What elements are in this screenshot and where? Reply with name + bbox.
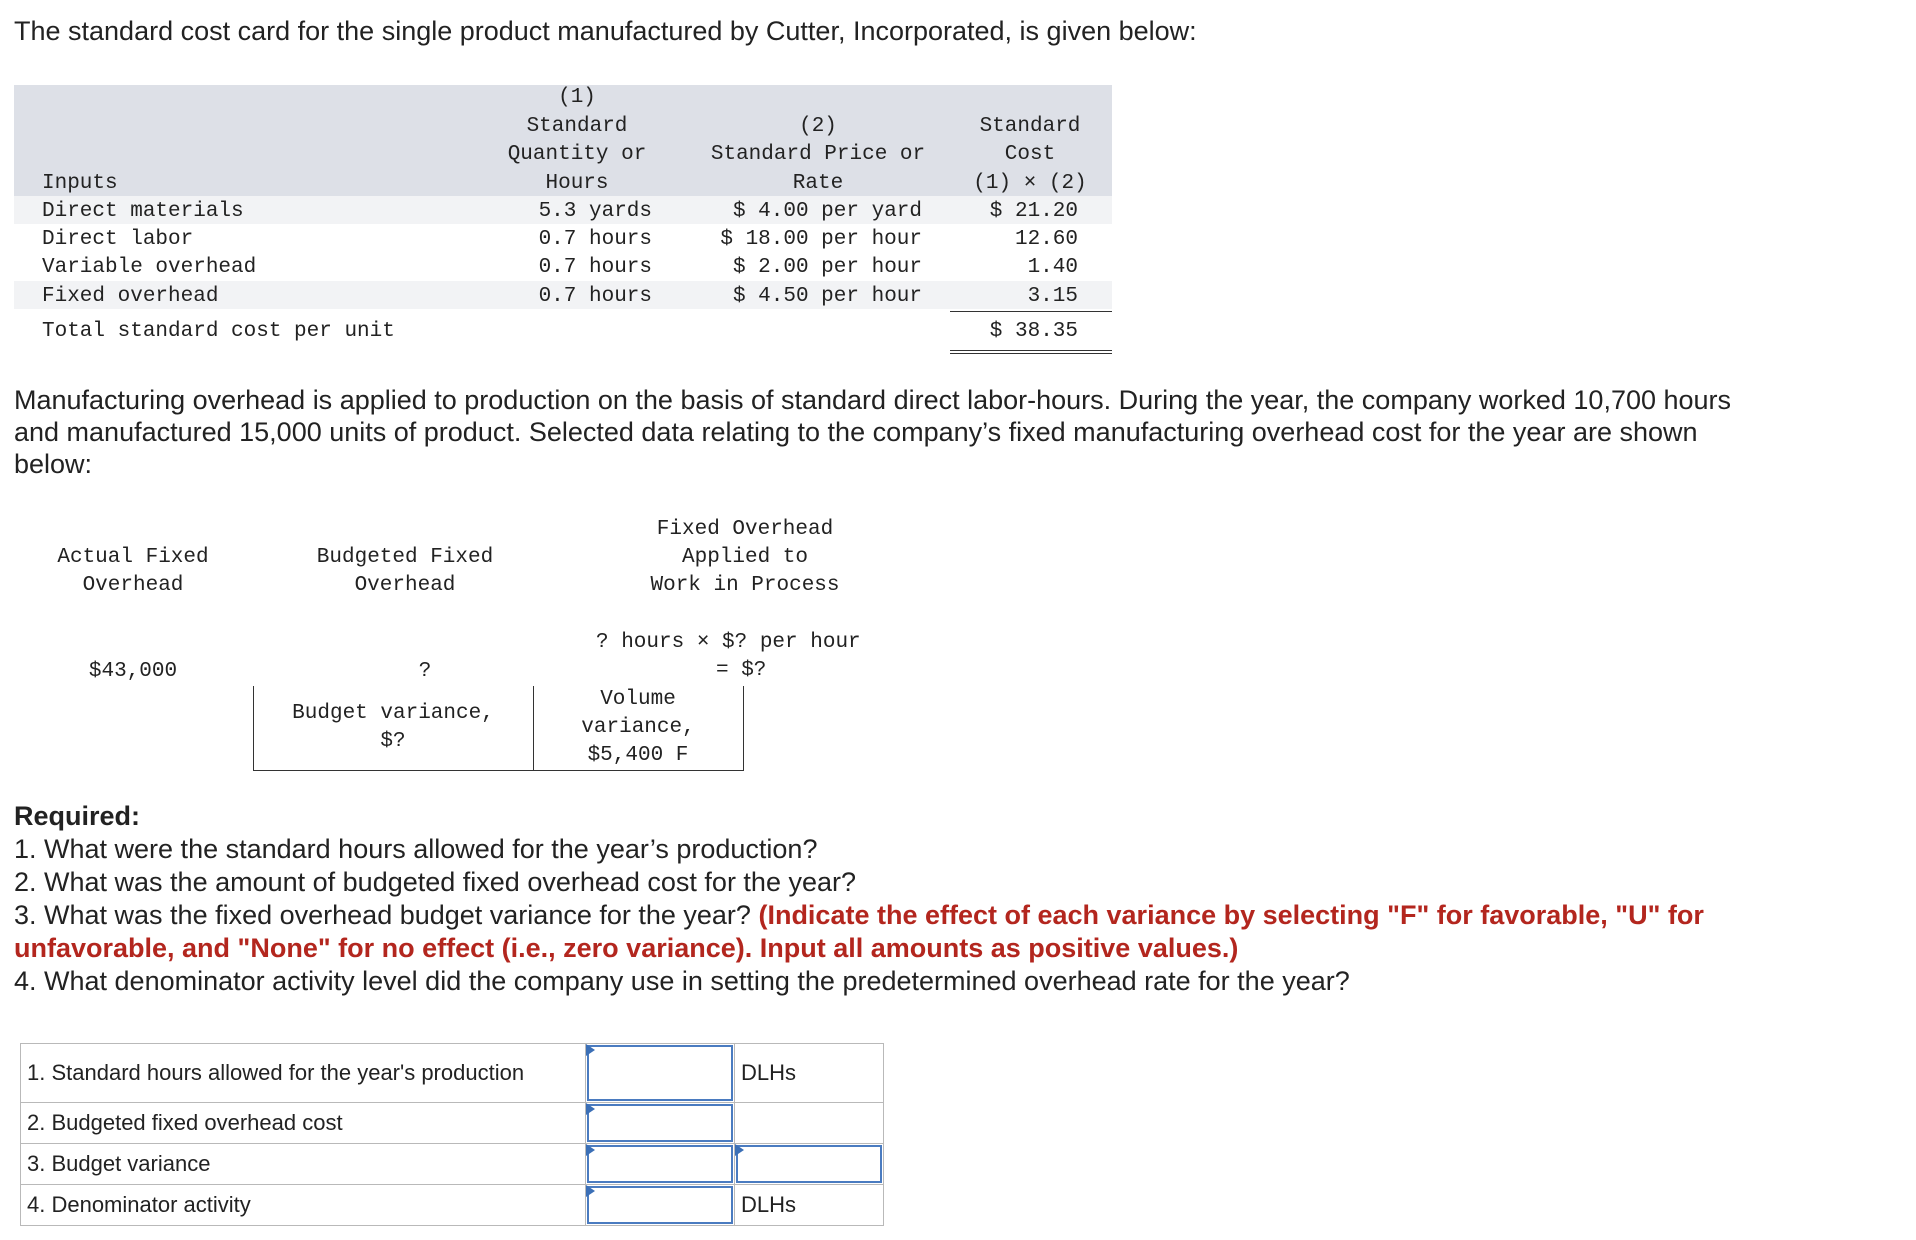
- row-direct-materials-input: Direct materials: [42, 200, 244, 223]
- budget-variance-input-cell[interactable]: [586, 1144, 735, 1185]
- volume-variance-line1: Volume: [600, 688, 676, 711]
- total-double-rule-bottom: [950, 353, 1112, 354]
- budgeted-header-line1: Budgeted Fixed: [316, 546, 494, 569]
- answer-label: 3. Budget variance: [21, 1144, 586, 1185]
- applied-header-line2: Applied to: [681, 546, 809, 569]
- total-label: Total standard cost per unit: [42, 320, 395, 343]
- applied-header-line3: Work in Process: [650, 574, 840, 597]
- intro-text: The standard cost card for the single product manufactured by Cutter, Incorporated, is given below:: [14, 16, 1197, 46]
- answer-row-budget-variance: [21, 1144, 884, 1185]
- answer-unit: DLHs: [735, 1185, 884, 1226]
- header-qty-line4: Hours: [545, 172, 609, 195]
- answer-table: [20, 1043, 884, 1226]
- answer-label: 1. Standard hours allowed for the year's production: [21, 1044, 586, 1103]
- row-variable-overhead-qty: 0.7 hours: [538, 256, 652, 279]
- row-variable-overhead-price: $ 2.00 per hour: [732, 256, 922, 279]
- denominator-activity-input[interactable]: [587, 1186, 733, 1224]
- row-direct-materials-price: $ 4.00 per yard: [732, 200, 922, 223]
- denominator-activity-input-cell[interactable]: [586, 1185, 735, 1226]
- applied-formula-line2: = $?: [716, 659, 767, 682]
- bracket-left-line: [253, 686, 254, 771]
- required-title: Required:: [14, 801, 141, 831]
- row-fixed-overhead-qty: 0.7 hours: [538, 285, 652, 308]
- question-2: 2. What was the amount of budgeted fixed overhead cost for the year?: [14, 867, 857, 897]
- applied-formula-line1: ? hours × $? per hour: [596, 631, 861, 654]
- header-qty-line2: Standard: [526, 115, 628, 138]
- header-cost-line1: Standard: [979, 115, 1081, 138]
- row-direct-labor-price: $ 18.00 per hour: [720, 228, 922, 251]
- answer-row-budgeted-fixed-overhead: [21, 1103, 884, 1144]
- input-marker-icon: [586, 1144, 595, 1156]
- bracket-right-line: [743, 686, 744, 771]
- input-marker-icon: [586, 1103, 595, 1115]
- subtotal-rule: [950, 311, 1112, 312]
- answer-row-denominator-activity: [21, 1185, 884, 1226]
- header-qty-line1: (1): [558, 86, 596, 109]
- volume-variance-line3: $5,400 F: [587, 744, 689, 767]
- row-direct-labor-input: Direct labor: [42, 228, 194, 251]
- total-double-rule-top: [950, 350, 1112, 351]
- standard-hours-input[interactable]: [587, 1045, 733, 1101]
- header-price-line1: (2): [799, 115, 837, 138]
- row-fixed-overhead-input: Fixed overhead: [42, 285, 219, 308]
- budgeted-value: ?: [418, 660, 432, 683]
- input-marker-icon: [586, 1185, 595, 1197]
- budgeted-fixed-overhead-input-cell[interactable]: [586, 1103, 735, 1144]
- question-1: 1. What were the standard hours allowed for the year’s production?: [14, 834, 818, 864]
- header-price-line3: Rate: [792, 172, 844, 195]
- row-direct-labor-qty: 0.7 hours: [538, 228, 652, 251]
- applied-header-line1: Fixed Overhead: [656, 518, 834, 541]
- row-direct-materials-cost: $ 21.20: [989, 200, 1078, 223]
- budget-variance-effect-select-cell[interactable]: [735, 1144, 884, 1185]
- question-3-text: 3. What was the fixed overhead budget variance for the year?: [14, 900, 751, 930]
- header-qty-line3: Quantity or: [507, 143, 647, 166]
- bracket-bottom-line: [253, 770, 744, 771]
- input-marker-icon: [735, 1144, 744, 1156]
- budget-variance-line2: $?: [380, 730, 406, 753]
- answer-label: 4. Denominator activity: [21, 1185, 586, 1226]
- header-cost-line3: (1) × (2): [973, 172, 1087, 195]
- budget-variance-effect-select[interactable]: [736, 1145, 882, 1183]
- header-price-line2: Standard Price or: [710, 143, 926, 166]
- budgeted-header-line2: Overhead: [354, 574, 456, 597]
- budget-variance-input[interactable]: [587, 1145, 733, 1183]
- input-marker-icon: [586, 1044, 595, 1056]
- header-cost-line2: Cost: [1004, 143, 1056, 166]
- actual-value: $43,000: [88, 660, 178, 683]
- row-direct-materials-qty: 5.3 yards: [538, 200, 652, 223]
- volume-variance-line2: variance,: [581, 716, 695, 739]
- actual-header-line2: Overhead: [82, 574, 184, 597]
- row-fixed-overhead-cost: 3.15: [1027, 285, 1078, 308]
- budgeted-fixed-overhead-input[interactable]: [587, 1104, 733, 1142]
- question-3: [14, 899, 1774, 965]
- bracket-middle-line: [533, 686, 534, 771]
- answer-unit: DLHs: [735, 1044, 884, 1103]
- header-inputs: Inputs: [42, 172, 118, 195]
- answer-label: 2. Budgeted fixed overhead cost: [21, 1103, 586, 1144]
- question-3-instruction: (Indicate the effect of each variance by selecting "F" for favorable, "U" for unfavorable, and "None" for no effect (i.e., zero variance). Input all amounts as positive values.): [14, 900, 1704, 963]
- row-variable-overhead-cost: 1.40: [1027, 256, 1078, 279]
- budget-variance-line1: Budget variance,: [292, 702, 494, 725]
- total-cost: $ 38.35: [989, 320, 1078, 343]
- row-fixed-overhead-price: $ 4.50 per hour: [732, 285, 922, 308]
- standard-hours-input-cell[interactable]: [586, 1044, 735, 1103]
- answer-row-standard-hours: [21, 1044, 884, 1103]
- description-paragraph: Manufacturing overhead is applied to production on the basis of standard direct labor-hours. During the year, the company worked 10,700 hours and manufactured 15,000 units of product. Selected data relating to the company’s fixed manufacturing overhead cost for the year are shown below:: [14, 385, 1732, 479]
- row-variable-overhead-input: Variable overhead: [42, 256, 257, 279]
- required-section: [14, 800, 1774, 998]
- answer-unit: [735, 1103, 884, 1144]
- question-4: 4. What denominator activity level did the company use in setting the predetermined overhead rate for the year?: [14, 966, 1350, 996]
- row-direct-labor-cost: 12.60: [1014, 228, 1078, 251]
- actual-header-line1: Actual Fixed: [57, 546, 209, 569]
